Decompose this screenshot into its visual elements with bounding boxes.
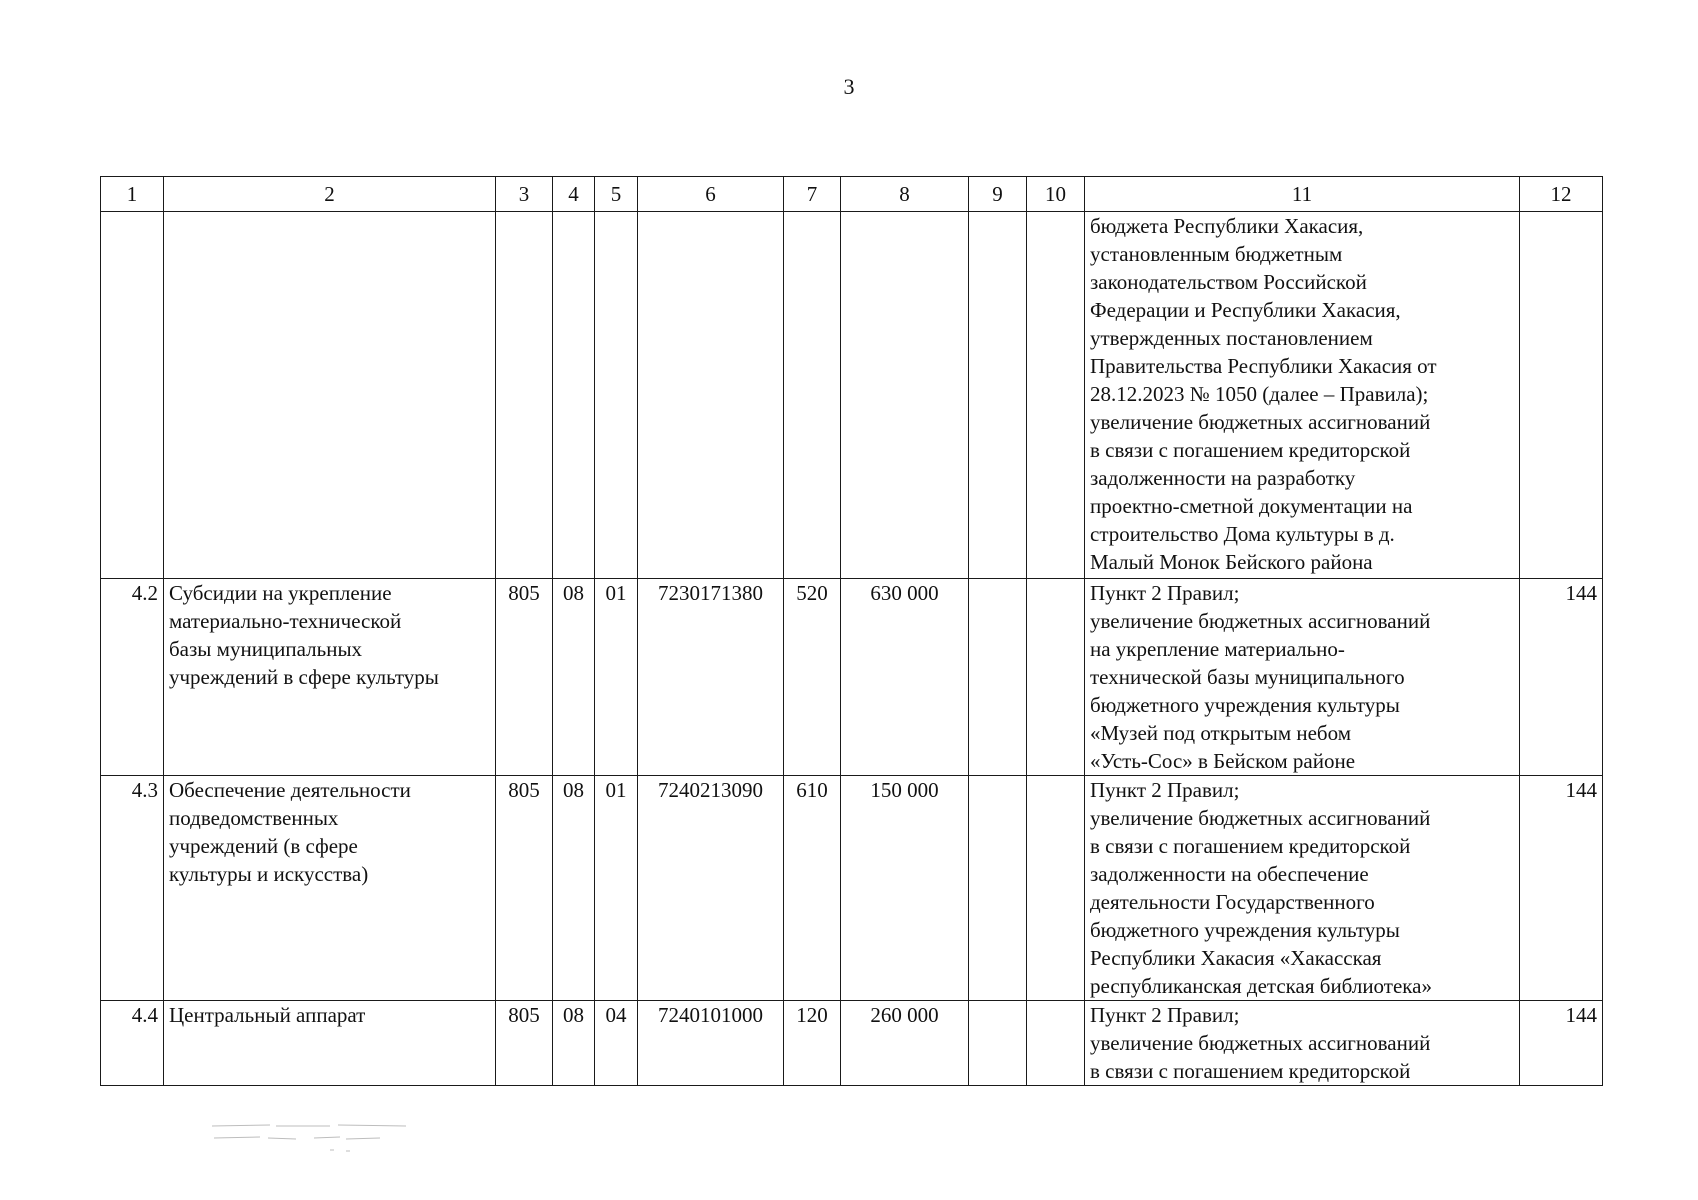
justification-text: Пункт 2 Правил; увеличение бюджетных ассигнований в связи с погашением кредиторской задолженности на обеспечение деятельности Государственного бюджетного учреждения культуры Республики Хакасия «Хакасская республиканская детская библиотека» [1090,778,1432,998]
column-header: 4 [553,177,595,212]
value-cell: 144 [1520,579,1603,776]
name-text: Центральный аппарат [169,1003,366,1027]
value-cell [1520,212,1603,579]
code-cell: 04 [595,1001,638,1086]
amount-cell: 630 000 [841,579,969,776]
column-header: 1 [101,177,164,212]
row-number-cell: 4.4 [101,1001,164,1086]
empty-cell [1027,776,1085,1001]
code-cell: 520 [784,579,841,776]
column-header: 9 [969,177,1027,212]
empty-cell [1027,579,1085,776]
column-header: 11 [1085,177,1520,212]
code-cell: 08 [553,1001,595,1086]
table-row [101,579,1603,776]
value-cell: 144 [1520,1001,1603,1086]
empty-cell [1027,212,1085,579]
code-cell: 08 [553,579,595,776]
justification-cell [1085,776,1520,1001]
justification-text: Пункт 2 Правил; увеличение бюджетных ассигнований на укрепление материально- технической базы муниципального бюджетного учреждения культуры «Музей под открытым небом «Усть-Сос» в Бейском районе [1090,581,1431,773]
code-cell: 08 [553,776,595,1001]
column-header: 7 [784,177,841,212]
amount-cell: 260 000 [841,1001,969,1086]
name-cell [164,212,496,579]
column-header: 6 [638,177,784,212]
code-cell [496,212,553,579]
justification-cell [1085,579,1520,776]
column-header: 2 [164,177,496,212]
column-header: 10 [1027,177,1085,212]
empty-cell [969,776,1027,1001]
justification-cell [1085,212,1520,579]
code-cell: 7240101000 [638,1001,784,1086]
amount-cell: 150 000 [841,776,969,1001]
code-cell: 120 [784,1001,841,1086]
code-cell [784,212,841,579]
code-cell [638,212,784,579]
empty-cell [1027,1001,1085,1086]
name-cell [164,776,496,1001]
code-cell [553,212,595,579]
justification-text: бюджета Республики Хакасия, установленным бюджетным законодательством Российской Федерации и Республики Хакасия, утвержденных постановлением Правительства Республики Хакасия от 28.12.2023 № 1050 (далее – Правила); увеличение бюджетных ассигнований в связи с погашением кредиторской задолженности на разработку проектно-сметной документации на строительство Дома культуры в д. Малый Монок Бейского района [1090,214,1437,574]
table-row [101,212,1603,579]
code-cell [595,212,638,579]
code-cell: 610 [784,776,841,1001]
name-cell [164,579,496,776]
code-cell: 01 [595,579,638,776]
column-header: 5 [595,177,638,212]
justification-cell [1085,1001,1520,1086]
name-cell [164,1001,496,1086]
column-header: 8 [841,177,969,212]
scan-stamp-mark [210,1122,420,1156]
row-number-cell: 4.3 [101,776,164,1001]
row-number-cell [101,212,164,579]
code-cell: 805 [496,579,553,776]
column-header: 3 [496,177,553,212]
row-number-cell: 4.2 [101,579,164,776]
table-row [101,1001,1603,1086]
name-text: Обеспечение деятельности подведомственных учреждений (в сфере культуры и искусства) [169,778,411,886]
empty-cell [969,212,1027,579]
name-text: Субсидии на укрепление материально-технической базы муниципальных учреждений в сфере культуры [169,581,439,689]
empty-cell [969,579,1027,776]
code-cell: 7230171380 [638,579,784,776]
value-cell: 144 [1520,776,1603,1001]
table-row [101,776,1603,1001]
amount-cell [841,212,969,579]
justification-text: Пункт 2 Правил; увеличение бюджетных ассигнований в связи с погашением кредиторской [1090,1003,1431,1083]
column-header: 12 [1520,177,1603,212]
header-row [101,177,1603,212]
code-cell: 805 [496,1001,553,1086]
code-cell: 7240213090 [638,776,784,1001]
code-cell: 01 [595,776,638,1001]
empty-cell [969,1001,1027,1086]
page-number: 3 [843,74,855,99]
code-cell: 805 [496,776,553,1001]
budget-table [100,176,1603,1086]
